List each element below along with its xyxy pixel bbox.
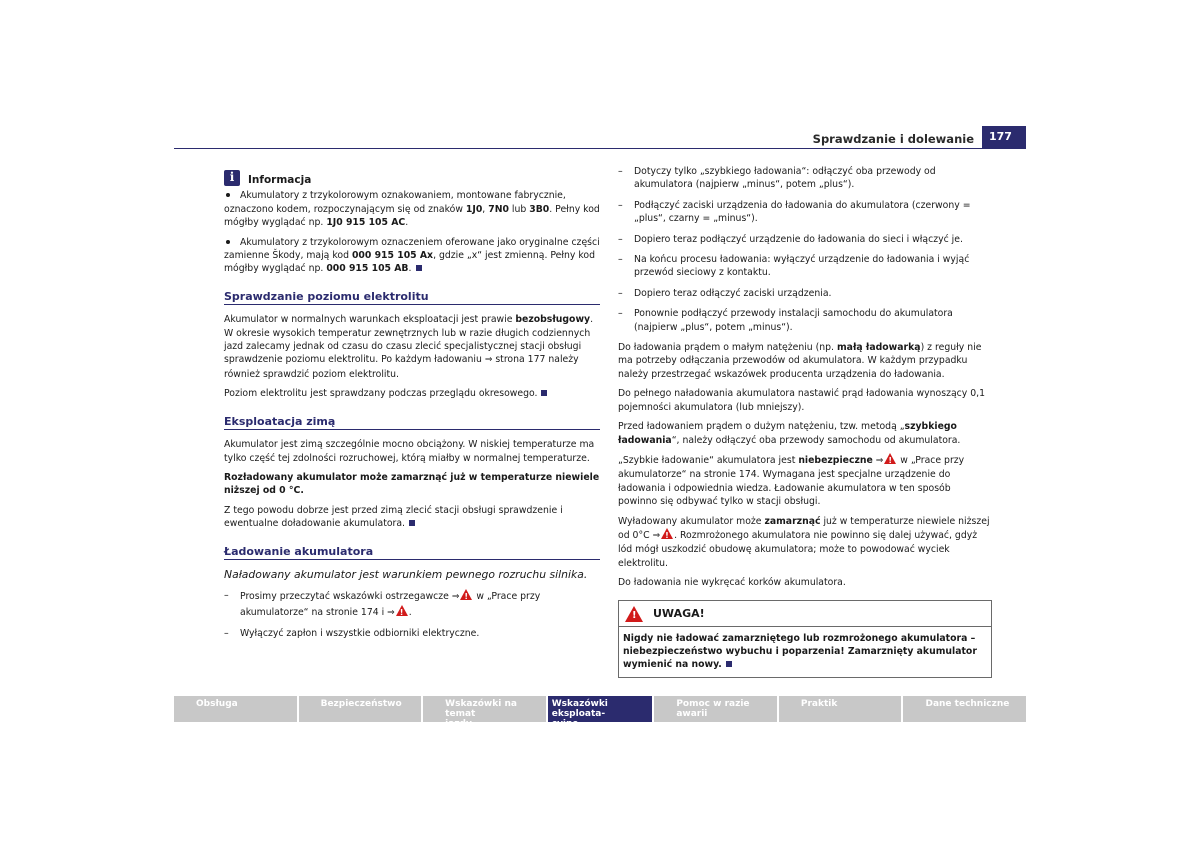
dash-marker: –	[618, 199, 623, 211]
end-of-section-icon	[726, 661, 732, 667]
text-run: Dopiero teraz odłączyć zaciski urządzenia.	[634, 287, 832, 299]
page-header-title: Sprawdzanie i dolewanie	[812, 132, 974, 146]
text-run: Akumulatory z trzykolorowym oznakowaniem, montowane fabrycznie, oznaczono kodem, rozpoczynającym się od znaków	[224, 190, 566, 215]
bold-text: 000 915 105 Ax	[351, 250, 434, 262]
body-paragraph	[618, 341, 992, 381]
text-run: , gdzie „x“ jest zmienną. Pełny kod mógłby wyglądać np.	[224, 250, 596, 275]
text-run: w „Prace przy akumulatorze“ na stronie 174. Wymagana jest specjalne urządzenie do ładowania i odpowiednia wiedza. Ładowanie akumulatora w ten sposób powinno się odbywać tylko w stacji obsługi.	[618, 454, 965, 508]
end-of-section-icon	[409, 520, 415, 526]
step-text	[634, 199, 992, 226]
dash-marker: –	[224, 628, 229, 640]
text-run: Wyładowany akumulator może	[618, 515, 765, 527]
page-number: 177	[982, 126, 1026, 148]
dash-marker: –	[618, 166, 623, 177]
text-run: Dopiero teraz podłączyć urządzenie do ładowania do sieci i włączyć je.	[634, 233, 963, 245]
charging-steps	[224, 589, 600, 640]
step-item	[618, 165, 992, 192]
text-run: w „Prace przy akumulatorze“ na stronie 174 i	[240, 591, 541, 618]
step-item	[224, 627, 600, 640]
text-run: .	[405, 217, 409, 229]
charging-lead: Naładowany akumulator jest warunkiem pewnego rozruchu silnika.	[224, 567, 588, 581]
text-run: Przed ładowaniem prądem o dużym natężeniu, tzw. metodą „	[618, 421, 905, 433]
step-text	[634, 233, 992, 246]
text-run: strona 177 należy również sprawdzić poziom elektrolitu.	[224, 354, 579, 380]
text-run: Ponownie podłączyć przewody instalacji samochodu do akumulatora (najpierw „plus“, potem „minus“).	[634, 308, 953, 333]
text-run: ) z reguły nie ma potrzeby odłączania przewodów od akumulatora. W każdym przypadku należy przestrzegać wskazówek producenta urządzenia do ładowania.	[618, 342, 982, 380]
text-run: Do ładowania prądem o małym natężeniu (np.	[618, 342, 837, 354]
step-text	[240, 627, 600, 640]
info-title: Informacja	[248, 174, 312, 186]
text-run: Z tego powodu dobrze jest przed zimą zlecić stacji obsługi sprawdzenie i ewentualne doładowanie akumulatora.	[224, 504, 563, 530]
nav-tab[interactable]: Wskazówki na temat jazdy	[423, 696, 546, 722]
section-heading-charging: Ładowanie akumulatora	[224, 545, 600, 560]
end-of-section-icon	[416, 265, 422, 271]
body-paragraph	[618, 453, 992, 509]
text-run: Podłączyć zaciski urządzenia do ładowania do akumulatora (czerwony = „plus“, czarny = „minus“).	[634, 199, 971, 225]
section-heading: Eksploatacja zimą	[224, 415, 600, 430]
body-paragraph	[224, 313, 600, 381]
bold-text: 1J0 915 105 AC	[326, 217, 406, 229]
cross-reference-arrow-icon: ⇒	[387, 607, 395, 618]
text-run: . W okresie wysokich temperatur zewnętrznych lub w razie długich codziennych jazd zalecamy jednak od czasu do czasu zlecić specjalistycznej stacji obsługi sprawdzenie poziomu elektrolitu. Po każdym ładowaniu	[224, 314, 594, 366]
nav-tab[interactable]: Bezpieczeństwo	[299, 696, 422, 722]
info-bullet	[224, 236, 600, 276]
warning-text-content: Nigdy nie ładować zamarzniętego lub rozmrożonego akumulatora – niebezpieczeństwo wybuchu i poparzenia! Zamarznięty akumulator wymienić na nowy.	[623, 632, 977, 671]
text-run: . Rozmrożonego akumulatora nie powinno się dalej używać, gdyż lód mógł uszkodzić obudowę akumulatora; może to powodować wyciek elektrolitu.	[618, 529, 978, 569]
step-text	[634, 253, 992, 280]
body-paragraph	[224, 504, 600, 531]
right-column	[618, 165, 992, 678]
dash-marker: –	[618, 287, 623, 299]
warning-triangle-icon	[396, 605, 408, 616]
step-item	[618, 253, 992, 280]
bullet-icon	[226, 193, 230, 197]
cross-reference-arrow-icon: ⇒	[652, 530, 661, 541]
text-run: „Szybkie ładowanie“ akumulatora jest	[618, 454, 799, 466]
text-run: .	[408, 263, 412, 275]
info-header	[224, 168, 600, 187]
warning-box	[618, 600, 992, 678]
bold-text: 7N0	[488, 203, 509, 215]
text-run: lub	[508, 203, 530, 215]
warning-triangle-icon	[884, 453, 896, 464]
info-bullets	[224, 189, 600, 275]
cross-reference-arrow-icon: ⇒	[451, 592, 460, 603]
body-paragraph	[224, 438, 600, 465]
dash-marker: –	[618, 233, 623, 245]
bold-text: szybkiego ładowania	[618, 421, 957, 446]
end-of-section-icon	[541, 390, 547, 396]
section-heading: Sprawdzanie poziomu elektrolitu	[224, 290, 600, 305]
body-paragraph	[224, 471, 600, 498]
text-run: ,	[482, 203, 489, 215]
text-run: Dotyczy tylko „szybkiego ładowania“: odłączyć oba przewody od akumulatora (najpierw „minus“, potem „plus“).	[634, 166, 936, 191]
step-text	[240, 589, 600, 620]
text-run: Prosimy przeczytać wskazówki ostrzegawcze	[240, 591, 452, 603]
step-item	[618, 307, 992, 334]
step-item	[224, 589, 600, 620]
chapter-navigation	[174, 696, 1026, 729]
text-run: Wyłączyć zapłon i wszystkie odbiorniki elektryczne.	[240, 628, 480, 640]
body-paragraph	[618, 420, 992, 447]
nav-tab[interactable]: Praktik	[779, 696, 902, 722]
warning-triangle-icon	[661, 528, 673, 539]
warning-text	[619, 627, 991, 677]
bullet-icon	[226, 240, 230, 244]
cross-reference-arrow-icon: ⇒	[875, 455, 884, 466]
text-run: Poziom elektrolitu jest sprawdzany podczas przeglądu okresowego.	[224, 388, 538, 400]
info-box	[224, 168, 600, 276]
text-run: “, należy odłączyć oba przewody samochodu od akumulatora.	[671, 434, 961, 446]
step-item	[618, 199, 992, 226]
warning-triangle-icon	[625, 606, 643, 622]
info-icon: i	[224, 170, 240, 186]
warning-header	[619, 601, 991, 626]
bold-text: niebezpieczne	[798, 454, 873, 466]
bold-text: małą ładowarką	[836, 342, 921, 354]
text-run: .	[408, 606, 412, 618]
left-column	[224, 168, 600, 648]
bold-text: zamarznąć	[764, 515, 821, 527]
nav-tab[interactable]: Pomoc w razie awarii	[654, 696, 777, 722]
step-text	[634, 307, 992, 334]
body-paragraph	[224, 387, 600, 400]
left-sections	[224, 290, 600, 531]
body-paragraph	[618, 576, 992, 589]
warning-triangle-icon	[460, 589, 472, 600]
nav-tab[interactable]: Dane techniczne	[903, 696, 1026, 722]
text-run: Na końcu procesu ładowania: wyłączyć urządzenie do ładowania i wyjąć przewód sieciowy z kontaktu.	[634, 254, 970, 279]
step-text	[634, 287, 992, 300]
charging-notes	[618, 341, 992, 590]
bold-text: 3B0	[529, 203, 550, 215]
text-run: Akumulator jest zimą szczególnie mocno obciążony. W niskiej temperaturze ma tylko część tej zdolności rozruchowej, którą miałby w normalnej temperaturze.	[224, 439, 595, 464]
body-paragraph	[618, 387, 992, 414]
nav-tab[interactable]: Wskazówki eksploata- cyjne	[548, 696, 653, 722]
text-run: Akumulatory z trzykolorowym oznaczeniem oferowane jako oryginalne części zamienne Škody, mają kod	[224, 236, 600, 262]
nav-tab[interactable]: Obsługa	[174, 696, 297, 722]
bold-text: Rozładowany akumulator może zamarznąć już w temperaturze niewiele niższej od 0 °C.	[224, 471, 600, 497]
warning-title: UWAGA!	[653, 606, 705, 620]
bold-text: 000 915 105 AB	[326, 263, 409, 275]
text-run: Do ładowania nie wykręcać korków akumulatora.	[618, 577, 846, 589]
text-run: . Pełny kod mógłby wyglądać np.	[224, 203, 600, 229]
dash-marker: –	[224, 590, 229, 602]
text-run: Do pełnego naładowania akumulatora nastawić prąd ładowania wynoszący 0,1 pojemności akumulatora (lub mniejszy).	[618, 388, 986, 413]
header-rule	[174, 148, 1026, 149]
charging-steps-continued	[618, 165, 992, 334]
step-item	[618, 287, 992, 300]
info-bullet	[224, 189, 600, 229]
cross-reference-arrow-icon: ⇒	[484, 355, 493, 366]
text-run: Akumulator w normalnych warunkach eksploatacji jest prawie	[224, 314, 516, 326]
bold-text: 1J0	[465, 203, 483, 215]
dash-marker: –	[618, 308, 623, 320]
text-run: już w temperaturze niewiele niższej od 0°C	[618, 515, 990, 541]
step-item	[618, 233, 992, 246]
body-paragraph	[618, 515, 992, 571]
dash-marker: –	[618, 254, 623, 266]
bold-text: bezobsługowy	[515, 314, 591, 326]
step-text	[634, 165, 992, 192]
